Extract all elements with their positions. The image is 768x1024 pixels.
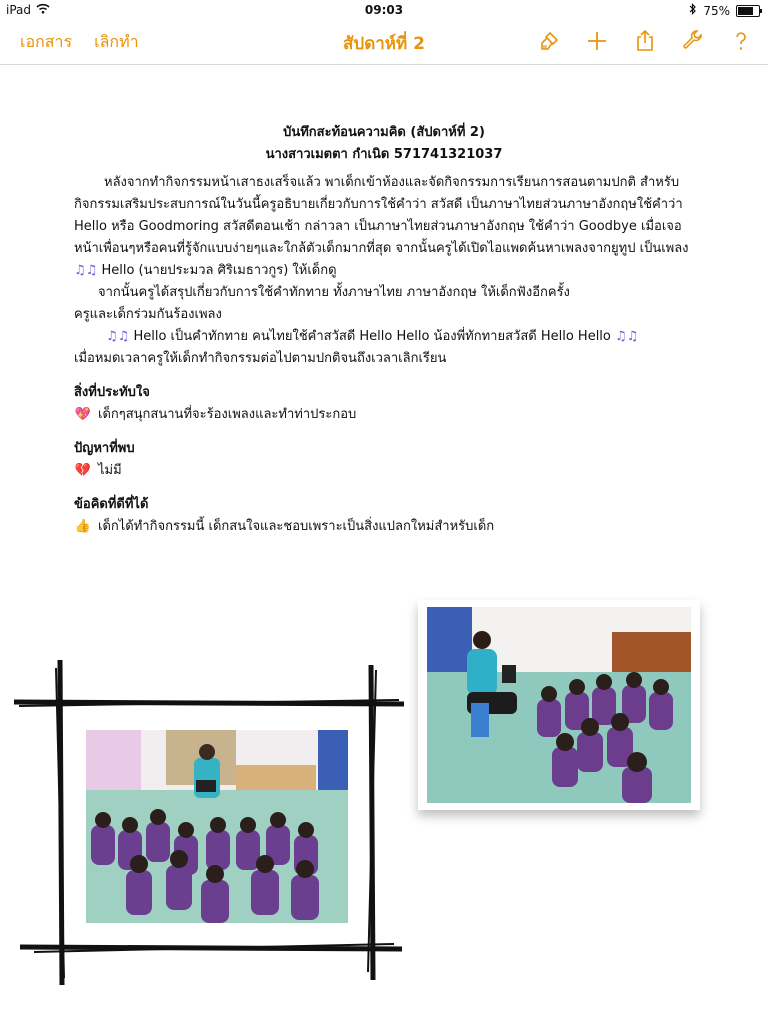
- bluetooth-icon: [689, 3, 697, 18]
- section-body: [74, 460, 694, 482]
- music-note-icon: ♫♫: [106, 329, 130, 344]
- section-title: สิ่งที่ประทับใจ: [74, 385, 150, 400]
- plus-icon[interactable]: [584, 28, 610, 54]
- music-note-icon: ♫♫: [74, 263, 98, 278]
- paintbrush-icon[interactable]: [536, 28, 562, 54]
- broken-heart-icon: 💔: [74, 463, 92, 478]
- toolbar-right: [536, 28, 754, 54]
- battery-fill: [738, 7, 753, 15]
- wrench-icon[interactable]: [680, 28, 706, 54]
- section-problems: [74, 438, 694, 482]
- paragraph-2: จากนั้นครูได้สรุปเกี่ยวกับการใช้คำทักทาย ทั้งภาษาไทย ภาษาอังกฤษ ให้เด็กฟังอีกครั้ง: [98, 285, 570, 300]
- section-text: เด็กๆสนุกสนานที่จะร้องเพลงและทำท่าประกอบ: [98, 407, 357, 422]
- section-body: [74, 404, 694, 426]
- status-bar: [0, 0, 768, 20]
- section-body: [74, 516, 694, 538]
- section-title: ข้อคิดที่ดีที่ได้: [74, 497, 149, 512]
- documents-button[interactable]: เอกสาร: [20, 32, 73, 51]
- toolbar-left: [20, 30, 139, 55]
- battery-text: 75%: [703, 3, 730, 18]
- lyrics-text: Hello เป็นคำทักทาย คนไทยใช้คำสวัสดี Hello Hello น้องพี่ทักทายสวัสดี Hello Hello: [133, 329, 611, 344]
- status-time: 09:03: [364, 3, 404, 17]
- section-lessons: [74, 494, 694, 538]
- classroom-photo: [427, 607, 691, 803]
- status-right: [689, 3, 760, 18]
- paragraph-2b: ครูและเด็กร่วมกันร้องเพลง: [74, 307, 222, 322]
- paragraph-1-text: หลังจากทำกิจกรรมหน้าเสาธงเสร็จแล้ว พาเด็กเข้าห้องและจัดกิจกรรมการเรียนการสอนตามปกติ สำหรับกิจกรรมเสริมประสบการณ์ในวันนี้ครูอธิบายเกี่ยวกับการใช้คำว่า สวัสดี เป็นภาษาไทยส่วนภาษาอังกฤษใช้คำว่า Hello หรือ Goodmoring สวัสดีตอนเช้า กล่าวลา เป็นภาษาไทยส่วนภาษาอังกฤษ ใช้คำว่า Goodbye เมื่อเจอหน้าเพื่อนๆหรือคนที่รู้จักแบบง่ายๆและใกล้ตัวเด็กมากที่สุด จากนั้นครูได้เปิดไอแพดค้นหาเพลงจากยูทูป เป็นเพลง: [74, 175, 689, 256]
- device-name: iPad: [6, 3, 32, 17]
- photo-left[interactable]: [14, 660, 404, 985]
- doc-heading-2: นางสาวเมตตา กำเนิด 571741321037: [265, 147, 503, 162]
- toolbar: [0, 20, 768, 65]
- share-icon[interactable]: [632, 28, 658, 54]
- section-title: ปัญหาที่พบ: [74, 441, 135, 456]
- document-body[interactable]: [74, 122, 694, 538]
- photo-left-image: [86, 730, 348, 923]
- photo-right-image: [427, 607, 691, 803]
- heart-sparkle-icon: 💖: [74, 407, 92, 422]
- battery-icon: [736, 5, 760, 17]
- undo-button[interactable]: เลิกทำ: [94, 32, 139, 51]
- paragraph-1-song: Hello (นายประมวล ศิริเมธาวกูร) ให้เด็กดู: [101, 263, 337, 278]
- section-text: ไม่มี: [98, 463, 122, 478]
- help-icon[interactable]: [728, 28, 754, 54]
- thumbs-up-icon: 👍: [74, 519, 92, 534]
- section-text: เด็กได้ทำกิจกรรมนี้ เด็กสนใจและชอบเพราะเป็นสิ่งแปลกใหม่สำหรับเด็ก: [98, 519, 495, 534]
- document-title: สัปดาห์ที่ 2: [343, 34, 425, 54]
- photo-right[interactable]: [418, 600, 700, 810]
- paragraph-1: [74, 172, 694, 282]
- paragraph-3: เมื่อหมดเวลาครูให้เด็กทำกิจกรรมต่อไปตามปกติจนถึงเวลาเลิกเรียน: [74, 351, 447, 366]
- lyrics-line: [74, 326, 694, 348]
- music-note-icon: ♫♫: [615, 329, 639, 344]
- section-impressed: [74, 382, 694, 426]
- classroom-photo: [86, 730, 348, 923]
- doc-heading-1: บันทึกสะท้อนความคิด (สัปดาห์ที่ 2): [283, 125, 485, 140]
